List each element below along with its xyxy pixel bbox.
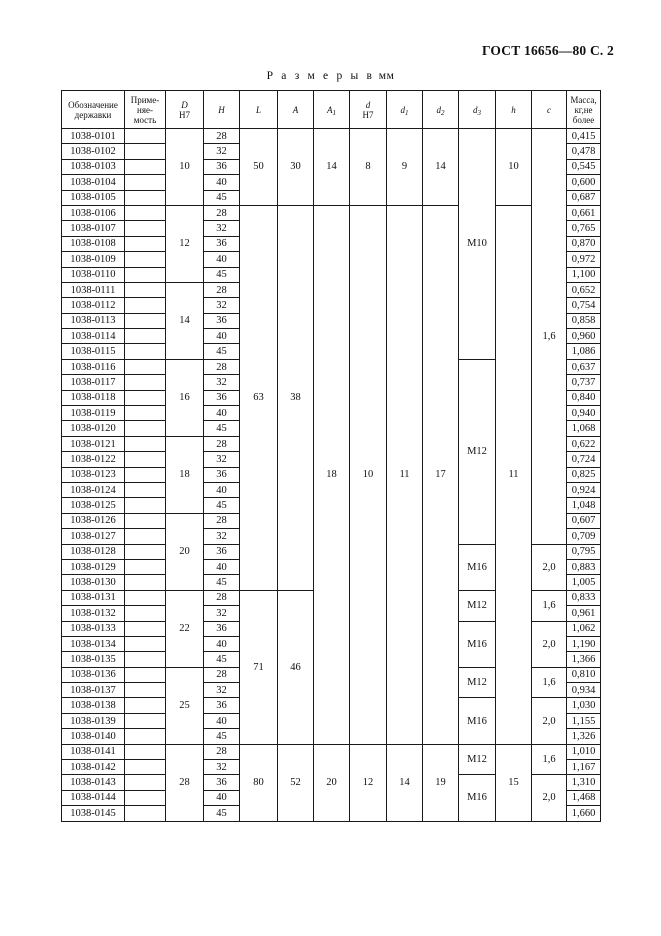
application-cell bbox=[125, 467, 166, 482]
designation-cell: 1038-0138 bbox=[62, 698, 125, 713]
standard-header: ГОСТ 16656—80 С. 2 bbox=[481, 43, 614, 58]
c-cell: 1,6 bbox=[532, 667, 567, 698]
h-cell: 11 bbox=[496, 205, 532, 744]
application-cell bbox=[125, 144, 166, 159]
application-cell bbox=[125, 282, 166, 297]
H-cell: 36 bbox=[204, 159, 240, 174]
mass-cell: 1,068 bbox=[567, 421, 601, 436]
mass-cell: 0,934 bbox=[567, 683, 601, 698]
application-cell bbox=[125, 298, 166, 313]
application-cell bbox=[125, 667, 166, 682]
application-cell bbox=[125, 313, 166, 328]
H-cell: 32 bbox=[204, 144, 240, 159]
d3-cell: M16 bbox=[459, 698, 496, 744]
H-cell: 36 bbox=[204, 698, 240, 713]
designation-cell: 1038-0107 bbox=[62, 221, 125, 236]
application-cell bbox=[125, 329, 166, 344]
H-cell: 40 bbox=[204, 636, 240, 651]
table-caption bbox=[0, 70, 661, 82]
H-cell: 45 bbox=[204, 806, 240, 821]
H-cell: 45 bbox=[204, 498, 240, 513]
mass-cell: 0,661 bbox=[567, 205, 601, 220]
application-cell bbox=[125, 452, 166, 467]
col-d3: $d_3$ bbox=[459, 91, 496, 129]
H-cell: 32 bbox=[204, 529, 240, 544]
H-cell: 32 bbox=[204, 760, 240, 775]
designation-cell: 1038-0112 bbox=[62, 298, 125, 313]
H-cell: 36 bbox=[204, 544, 240, 559]
d2-cell: 14 bbox=[423, 129, 459, 206]
mass-cell: 0,652 bbox=[567, 282, 601, 297]
H-cell: 32 bbox=[204, 221, 240, 236]
d1-cell: 14 bbox=[387, 744, 423, 821]
designation-cell: 1038-0133 bbox=[62, 621, 125, 636]
mass-cell: 0,415 bbox=[567, 129, 601, 144]
H-cell: 28 bbox=[204, 282, 240, 297]
mass-cell: 0,795 bbox=[567, 544, 601, 559]
caption-dimensions: Р а з м е р ы bbox=[266, 70, 360, 82]
application-cell bbox=[125, 221, 166, 236]
mass-cell: 1,468 bbox=[567, 790, 601, 805]
application-cell bbox=[125, 482, 166, 497]
designation-cell: 1038-0135 bbox=[62, 652, 125, 667]
designation-cell: 1038-0110 bbox=[62, 267, 125, 282]
mass-cell: 0,972 bbox=[567, 252, 601, 267]
application-cell bbox=[125, 159, 166, 174]
application-cell bbox=[125, 790, 166, 805]
designation-cell: 1038-0103 bbox=[62, 159, 125, 174]
H-cell: 40 bbox=[204, 252, 240, 267]
mass-cell: 0,883 bbox=[567, 559, 601, 574]
mass-cell: 0,709 bbox=[567, 529, 601, 544]
designation-cell: 1038-0132 bbox=[62, 606, 125, 621]
col-d2: $d_2$ bbox=[423, 91, 459, 129]
D-cell: 12 bbox=[166, 205, 204, 282]
c-cell: 2,0 bbox=[532, 698, 567, 744]
c-cell: 1,6 bbox=[532, 129, 567, 545]
H-cell: 40 bbox=[204, 482, 240, 497]
designation-cell: 1038-0114 bbox=[62, 329, 125, 344]
col-H: H bbox=[204, 91, 240, 129]
h-cell: 10 bbox=[496, 129, 532, 206]
H-cell: 45 bbox=[204, 729, 240, 744]
A-cell: 38 bbox=[278, 205, 314, 590]
designation-cell: 1038-0108 bbox=[62, 236, 125, 251]
mass-cell: 0,622 bbox=[567, 436, 601, 451]
designation-cell: 1038-0141 bbox=[62, 744, 125, 759]
designation-cell: 1038-0118 bbox=[62, 390, 125, 405]
d-cell: 12 bbox=[350, 744, 387, 821]
H-cell: 45 bbox=[204, 421, 240, 436]
mass-cell: 1,366 bbox=[567, 652, 601, 667]
designation-cell: 1038-0134 bbox=[62, 636, 125, 651]
col-d1: $d_1$ bbox=[387, 91, 423, 129]
application-cell bbox=[125, 421, 166, 436]
designation-cell: 1038-0145 bbox=[62, 806, 125, 821]
d3-cell: M12 bbox=[459, 590, 496, 621]
mass-cell: 0,607 bbox=[567, 513, 601, 528]
H-cell: 40 bbox=[204, 406, 240, 421]
D-cell: 18 bbox=[166, 436, 204, 513]
H-cell: 28 bbox=[204, 744, 240, 759]
h-cell: 15 bbox=[496, 744, 532, 821]
d2-cell: 19 bbox=[423, 744, 459, 821]
col-application: Приме- няе- мость bbox=[125, 91, 166, 129]
D-cell: 22 bbox=[166, 590, 204, 667]
table-row bbox=[62, 205, 601, 220]
application-cell bbox=[125, 544, 166, 559]
H-cell: 40 bbox=[204, 175, 240, 190]
H-cell: 36 bbox=[204, 467, 240, 482]
application-cell bbox=[125, 606, 166, 621]
d3-cell: M12 bbox=[459, 359, 496, 544]
application-cell bbox=[125, 344, 166, 359]
application-cell bbox=[125, 205, 166, 220]
H-cell: 28 bbox=[204, 590, 240, 605]
dimensions-table bbox=[61, 90, 601, 822]
designation-cell: 1038-0106 bbox=[62, 205, 125, 220]
H-cell: 28 bbox=[204, 436, 240, 451]
H-cell: 32 bbox=[204, 606, 240, 621]
col-h: h bbox=[496, 91, 532, 129]
d3-cell: M12 bbox=[459, 744, 496, 775]
designation-cell: 1038-0142 bbox=[62, 760, 125, 775]
H-cell: 36 bbox=[204, 236, 240, 251]
designation-cell: 1038-0116 bbox=[62, 359, 125, 374]
mass-cell: 0,858 bbox=[567, 313, 601, 328]
H-cell: 32 bbox=[204, 683, 240, 698]
d3-cell: M16 bbox=[459, 544, 496, 590]
H-cell: 36 bbox=[204, 775, 240, 790]
designation-cell: 1038-0137 bbox=[62, 683, 125, 698]
H-cell: 28 bbox=[204, 667, 240, 682]
H-cell: 45 bbox=[204, 575, 240, 590]
A1-cell: 14 bbox=[314, 129, 350, 206]
designation-cell: 1038-0127 bbox=[62, 529, 125, 544]
mass-cell: 0,961 bbox=[567, 606, 601, 621]
d-cell: 10 bbox=[350, 205, 387, 744]
application-cell bbox=[125, 575, 166, 590]
designation-cell: 1038-0119 bbox=[62, 406, 125, 421]
designation-cell: 1038-0131 bbox=[62, 590, 125, 605]
H-cell: 32 bbox=[204, 375, 240, 390]
designation-cell: 1038-0140 bbox=[62, 729, 125, 744]
designation-cell: 1038-0104 bbox=[62, 175, 125, 190]
c-cell: 2,0 bbox=[532, 544, 567, 590]
d-cell: 8 bbox=[350, 129, 387, 206]
designation-cell: 1038-0109 bbox=[62, 252, 125, 267]
L-cell: 80 bbox=[240, 744, 278, 821]
application-cell bbox=[125, 236, 166, 251]
mass-cell: 0,724 bbox=[567, 452, 601, 467]
mass-cell: 0,737 bbox=[567, 375, 601, 390]
mass-cell: 1,048 bbox=[567, 498, 601, 513]
c-cell: 2,0 bbox=[532, 775, 567, 821]
application-cell bbox=[125, 498, 166, 513]
application-cell bbox=[125, 513, 166, 528]
designation-cell: 1038-0124 bbox=[62, 482, 125, 497]
table-row bbox=[62, 129, 601, 144]
designation-cell: 1038-0111 bbox=[62, 282, 125, 297]
A1-cell: 18 bbox=[314, 205, 350, 744]
mass-cell: 1,326 bbox=[567, 729, 601, 744]
d3-cell: M16 bbox=[459, 621, 496, 667]
H-cell: 45 bbox=[204, 344, 240, 359]
table-row bbox=[62, 744, 601, 759]
D-cell: 25 bbox=[166, 667, 204, 744]
L-cell: 71 bbox=[240, 590, 278, 744]
application-cell bbox=[125, 129, 166, 144]
mass-cell: 0,960 bbox=[567, 329, 601, 344]
application-cell bbox=[125, 375, 166, 390]
A-cell: 52 bbox=[278, 744, 314, 821]
designation-cell: 1038-0120 bbox=[62, 421, 125, 436]
designation-cell: 1038-0144 bbox=[62, 790, 125, 805]
H-cell: 45 bbox=[204, 267, 240, 282]
D-cell: 14 bbox=[166, 282, 204, 359]
mass-cell: 0,687 bbox=[567, 190, 601, 205]
application-cell bbox=[125, 529, 166, 544]
application-cell bbox=[125, 590, 166, 605]
mass-cell: 0,924 bbox=[567, 482, 601, 497]
application-cell bbox=[125, 744, 166, 759]
H-cell: 45 bbox=[204, 652, 240, 667]
mass-cell: 1,062 bbox=[567, 621, 601, 636]
designation-cell: 1038-0113 bbox=[62, 313, 125, 328]
col-D: D H7 bbox=[166, 91, 204, 129]
designation-cell: 1038-0121 bbox=[62, 436, 125, 451]
application-cell bbox=[125, 175, 166, 190]
A1-cell: 20 bbox=[314, 744, 350, 821]
d2-cell: 17 bbox=[423, 205, 459, 744]
A-cell: 46 bbox=[278, 590, 314, 744]
D-cell: 10 bbox=[166, 129, 204, 206]
mass-cell: 0,637 bbox=[567, 359, 601, 374]
designation-cell: 1038-0117 bbox=[62, 375, 125, 390]
designation-cell: 1038-0126 bbox=[62, 513, 125, 528]
col-mass: Масса, кг,не более bbox=[567, 91, 601, 129]
mass-cell: 1,190 bbox=[567, 636, 601, 651]
mass-cell: 1,030 bbox=[567, 698, 601, 713]
H-cell: 40 bbox=[204, 713, 240, 728]
col-L: L bbox=[240, 91, 278, 129]
d3-cell: M16 bbox=[459, 775, 496, 821]
mass-cell: 0,940 bbox=[567, 406, 601, 421]
application-cell bbox=[125, 713, 166, 728]
H-cell: 40 bbox=[204, 790, 240, 805]
designation-cell: 1038-0130 bbox=[62, 575, 125, 590]
designation-cell: 1038-0136 bbox=[62, 667, 125, 682]
application-cell bbox=[125, 760, 166, 775]
designation-cell: 1038-0105 bbox=[62, 190, 125, 205]
d3-cell: M12 bbox=[459, 667, 496, 698]
mass-cell: 0,754 bbox=[567, 298, 601, 313]
A-cell: 30 bbox=[278, 129, 314, 206]
D-cell: 16 bbox=[166, 359, 204, 436]
mass-cell: 0,833 bbox=[567, 590, 601, 605]
mass-cell: 1,100 bbox=[567, 267, 601, 282]
L-cell: 63 bbox=[240, 205, 278, 590]
mass-cell: 0,765 bbox=[567, 221, 601, 236]
application-cell bbox=[125, 436, 166, 451]
designation-cell: 1038-0101 bbox=[62, 129, 125, 144]
application-cell bbox=[125, 621, 166, 636]
D-cell: 28 bbox=[166, 744, 204, 821]
H-cell: 40 bbox=[204, 559, 240, 574]
application-cell bbox=[125, 390, 166, 405]
d1-cell: 9 bbox=[387, 129, 423, 206]
c-cell: 1,6 bbox=[532, 744, 567, 775]
H-cell: 28 bbox=[204, 359, 240, 374]
d3-cell: M10 bbox=[459, 129, 496, 360]
col-c: c bbox=[532, 91, 567, 129]
H-cell: 28 bbox=[204, 129, 240, 144]
header-row bbox=[62, 91, 601, 129]
mass-cell: 0,545 bbox=[567, 159, 601, 174]
application-cell bbox=[125, 806, 166, 821]
col-designation: Обозначение державки bbox=[62, 91, 125, 129]
application-cell bbox=[125, 359, 166, 374]
mass-cell: 0,600 bbox=[567, 175, 601, 190]
application-cell bbox=[125, 267, 166, 282]
application-cell bbox=[125, 652, 166, 667]
application-cell bbox=[125, 775, 166, 790]
mass-cell: 0,478 bbox=[567, 144, 601, 159]
mass-cell: 1,155 bbox=[567, 713, 601, 728]
designation-cell: 1038-0115 bbox=[62, 344, 125, 359]
application-cell bbox=[125, 698, 166, 713]
H-cell: 28 bbox=[204, 513, 240, 528]
mass-cell: 1,167 bbox=[567, 760, 601, 775]
mass-cell: 1,310 bbox=[567, 775, 601, 790]
c-cell: 1,6 bbox=[532, 590, 567, 621]
mass-cell: 0,870 bbox=[567, 236, 601, 251]
designation-cell: 1038-0122 bbox=[62, 452, 125, 467]
mass-cell: 0,810 bbox=[567, 667, 601, 682]
designation-cell: 1038-0125 bbox=[62, 498, 125, 513]
table-body bbox=[62, 129, 601, 822]
designation-cell: 1038-0102 bbox=[62, 144, 125, 159]
H-cell: 28 bbox=[204, 205, 240, 220]
designation-cell: 1038-0123 bbox=[62, 467, 125, 482]
H-cell: 32 bbox=[204, 452, 240, 467]
application-cell bbox=[125, 729, 166, 744]
application-cell bbox=[125, 559, 166, 574]
mass-cell: 1,086 bbox=[567, 344, 601, 359]
H-cell: 36 bbox=[204, 621, 240, 636]
application-cell bbox=[125, 406, 166, 421]
application-cell bbox=[125, 683, 166, 698]
H-cell: 40 bbox=[204, 329, 240, 344]
application-cell bbox=[125, 252, 166, 267]
H-cell: 32 bbox=[204, 298, 240, 313]
col-A: A bbox=[278, 91, 314, 129]
d1-cell: 11 bbox=[387, 205, 423, 744]
H-cell: 45 bbox=[204, 190, 240, 205]
mass-cell: 1,005 bbox=[567, 575, 601, 590]
designation-cell: 1038-0128 bbox=[62, 544, 125, 559]
col-A1: $A_1$ bbox=[314, 91, 350, 129]
designation-cell: 1038-0139 bbox=[62, 713, 125, 728]
c-cell: 2,0 bbox=[532, 621, 567, 667]
designation-cell: 1038-0143 bbox=[62, 775, 125, 790]
caption-units: в мм bbox=[366, 70, 395, 82]
H-cell: 36 bbox=[204, 390, 240, 405]
application-cell bbox=[125, 636, 166, 651]
application-cell bbox=[125, 190, 166, 205]
mass-cell: 1,660 bbox=[567, 806, 601, 821]
designation-cell: 1038-0129 bbox=[62, 559, 125, 574]
col-d: d H7 bbox=[350, 91, 387, 129]
mass-cell: 0,825 bbox=[567, 467, 601, 482]
L-cell: 50 bbox=[240, 129, 278, 206]
D-cell: 20 bbox=[166, 513, 204, 590]
mass-cell: 0,840 bbox=[567, 390, 601, 405]
H-cell: 36 bbox=[204, 313, 240, 328]
mass-cell: 1,010 bbox=[567, 744, 601, 759]
